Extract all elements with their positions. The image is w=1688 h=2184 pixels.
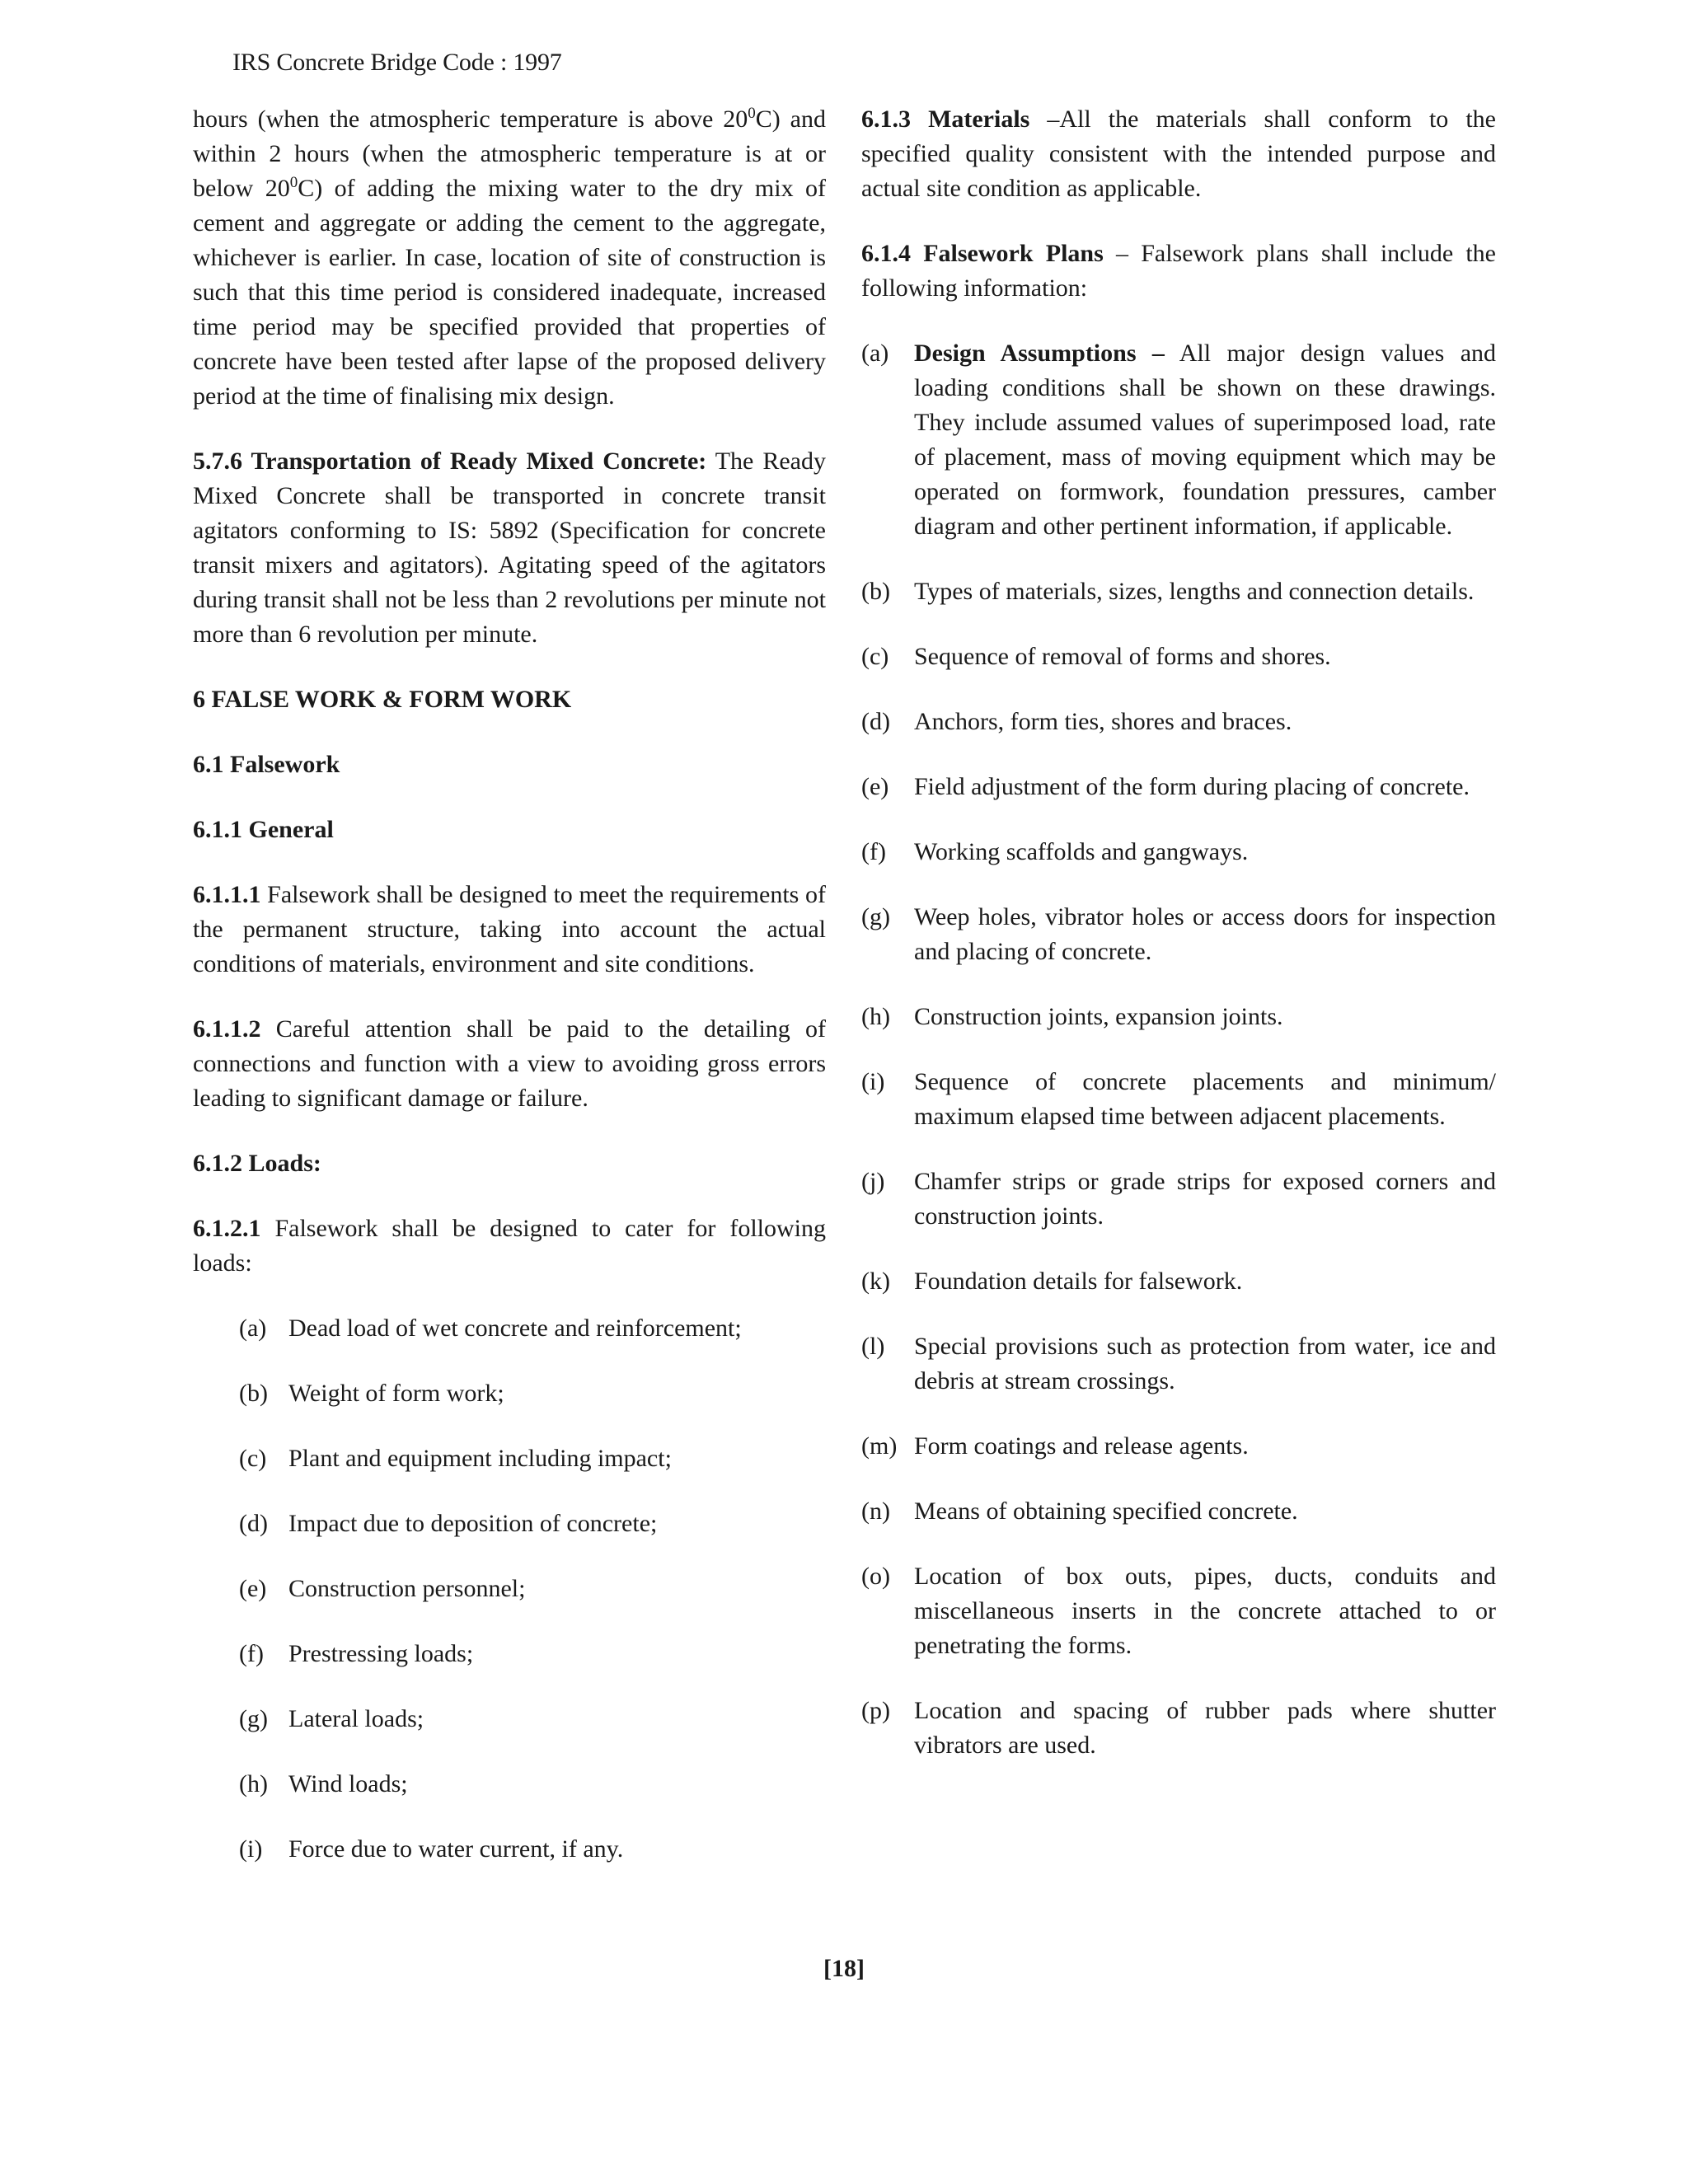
section-6-1-4	[861, 237, 1496, 306]
section-6-1-2-1-text: Falsework shall be designed to cater for following loads:	[193, 1215, 826, 1277]
plan-item-text: Sequence of concrete placements and minimum/ maximum elapsed time between adjacent placements.	[914, 1068, 1496, 1130]
load-item-text: Construction personnel;	[288, 1575, 526, 1602]
plan-item-label: (e)	[861, 773, 889, 800]
plan-item-text: Types of materials, sizes, lengths and connection details.	[914, 578, 1475, 605]
design-assumptions-heading: Design Assumptions –	[914, 340, 1165, 367]
plan-item-label: (d)	[861, 708, 890, 735]
section-6-1-3	[861, 102, 1496, 206]
load-item	[239, 1376, 826, 1411]
section-6-1-heading: 6.1 Falsework	[193, 751, 340, 778]
section-6-1-3-heading: 6.1.3 Materials	[861, 105, 1030, 133]
continued-paragraph	[193, 102, 826, 414]
plan-item	[861, 1429, 1496, 1464]
superscript-zero: 0	[289, 174, 298, 191]
plan-item	[861, 1559, 1496, 1663]
load-item	[239, 1572, 826, 1606]
load-item-label: (a)	[239, 1315, 267, 1342]
load-item	[239, 1507, 826, 1541]
plan-item-text: Weep holes, vibrator holes or access doors for inspection and placing of concrete.	[914, 903, 1496, 965]
section-6-1-1-2	[193, 1012, 826, 1116]
section-5-7-6	[193, 444, 826, 652]
plan-item-text: Working scaffolds and gangways.	[914, 838, 1249, 865]
left-column	[193, 102, 826, 1867]
load-item-text: Dead load of wet concrete and reinforcement;	[288, 1315, 742, 1342]
plan-item-label: (b)	[861, 578, 890, 605]
load-item-label: (f)	[239, 1640, 264, 1667]
load-item-label: (c)	[239, 1445, 267, 1472]
section-6-1-4-heading: 6.1.4 Falsework Plans	[861, 240, 1104, 267]
plan-item-text: Foundation details for falsework.	[914, 1268, 1243, 1295]
continued-text-part-2: C) and within 2 hours (when the atmospheric temperature is at or below 20	[193, 105, 826, 202]
design-assumptions-text: All major design values and loading conditions shall be shown on these drawings. They include assumed values of superimposed load, rate of placement, mass of moving equipment which may be operated on formwork, foundation pressures, camber diagram and other pertinent information, if applicable.	[914, 340, 1497, 540]
load-item	[239, 1767, 826, 1802]
plan-item-label: (p)	[861, 1697, 890, 1724]
section-6-heading: 6 FALSE WORK & FORM WORK	[193, 686, 572, 713]
plan-item	[861, 1264, 1496, 1299]
load-item-label: (d)	[239, 1510, 268, 1537]
section-6-1-1-1-text: Falsework shall be designed to meet the requirements of the permanent structure, taking into account the actual conditions of materials, environment and site conditions.	[193, 881, 826, 977]
plan-item-label: (g)	[861, 903, 890, 930]
section-6-1-1-2-number: 6.1.1.2	[193, 1015, 261, 1043]
plan-item-label: (o)	[861, 1563, 890, 1590]
plan-item-text: Anchors, form ties, shores and braces.	[914, 708, 1292, 735]
plan-item	[861, 1329, 1496, 1399]
section-6-1-1-2-text: Careful attention shall be paid to the detailing of connections and function with a view to avoiding gross errors leading to significant damage or failure.	[193, 1015, 826, 1112]
running-header: IRS Concrete Bridge Code : 1997	[232, 49, 562, 76]
plan-item-text: Location of box outs, pipes, ducts, conduits and miscellaneous inserts in the concrete attached to or penetrating the forms.	[914, 1563, 1496, 1659]
plan-item	[861, 1000, 1496, 1034]
load-item-text: Weight of form work;	[288, 1380, 504, 1407]
section-5-7-6-text: The Ready Mixed Concrete shall be transported in concrete transit agitators conforming to IS: 5892 (Specification for concrete transit mixers and agitators). Agitating speed of the agitators during transit shall not be less than 2 revolutions per minute not more than 6 revolution per minute.	[193, 448, 826, 648]
plan-item-label: (j)	[861, 1168, 885, 1195]
load-item-text: Lateral loads;	[288, 1705, 424, 1732]
superscript-zero: 0	[748, 105, 756, 122]
section-5-7-6-heading: 5.7.6 Transportation of Ready Mixed Concrete:	[193, 448, 707, 475]
plan-item	[861, 336, 1496, 544]
plan-item	[861, 835, 1496, 869]
load-item	[239, 1441, 826, 1476]
load-item	[239, 1311, 826, 1346]
plan-item-text: Sequence of removal of forms and shores.	[914, 643, 1331, 670]
right-column	[861, 102, 1496, 1763]
load-item-label: (b)	[239, 1380, 268, 1407]
load-item-text: Prestressing loads;	[288, 1640, 474, 1667]
section-6-1-2-heading: 6.1.2 Loads:	[193, 1150, 321, 1177]
load-item	[239, 1637, 826, 1671]
plan-item-label: (k)	[861, 1268, 890, 1295]
plan-item-label: (l)	[861, 1333, 885, 1360]
load-item-text: Force due to water current, if any.	[288, 1835, 624, 1863]
section-6-1-1-1-number: 6.1.1.1	[193, 881, 261, 908]
plan-item-text	[914, 336, 1496, 544]
plan-item-label: (f)	[861, 838, 886, 865]
load-item	[239, 1702, 826, 1736]
plan-item-text: Special provisions such as protection from water, ice and debris at stream crossings.	[914, 1333, 1496, 1394]
plan-item	[861, 705, 1496, 739]
load-item-text: Wind loads;	[288, 1770, 408, 1797]
section-6-1-2-1	[193, 1212, 826, 1281]
plan-item	[861, 640, 1496, 674]
section-6-1-1-heading: 6.1.1 General	[193, 816, 334, 843]
plan-item	[861, 770, 1496, 804]
continued-text-part-3: C) of adding the mixing water to the dry mix of cement and aggregate or adding the cement to the aggregate, whichever is earlier. In case, location of site of construction is such that this time period is considered inadequate, increased time period may be specified provided that properties of concrete have been tested after lapse of the proposed delivery period at the time of finalising mix design.	[193, 175, 826, 410]
plan-item	[861, 1165, 1496, 1234]
plan-item	[861, 574, 1496, 609]
plan-item	[861, 1065, 1496, 1134]
plan-item	[861, 900, 1496, 969]
load-item-text: Impact due to deposition of concrete;	[288, 1510, 658, 1537]
plan-item-text: Chamfer strips or grade strips for exposed corners and construction joints.	[914, 1168, 1496, 1230]
section-6-1-2-1-number: 6.1.2.1	[193, 1215, 261, 1242]
load-item-label: (h)	[239, 1770, 268, 1797]
load-item-label: (e)	[239, 1575, 267, 1602]
continued-text-part-1: hours (when the atmospheric temperature is above 20	[193, 105, 748, 133]
plan-item-text: Construction joints, expansion joints.	[914, 1003, 1283, 1030]
load-item-label: (g)	[239, 1705, 268, 1732]
plan-item-label: (a)	[861, 340, 889, 367]
plan-item-text: Location and spacing of rubber pads where shutter vibrators are used.	[914, 1697, 1496, 1759]
plan-item-text: Field adjustment of the form during placing of concrete.	[914, 773, 1470, 800]
plan-item-label: (m)	[861, 1432, 898, 1460]
plan-item	[861, 1494, 1496, 1529]
load-item	[239, 1832, 826, 1867]
plan-item-text: Means of obtaining specified concrete.	[914, 1497, 1298, 1525]
plan-item-label: (n)	[861, 1497, 890, 1525]
section-6-1-4-text: – Falsework plans shall include the following information:	[861, 240, 1496, 302]
plan-item-text: Form coatings and release agents.	[914, 1432, 1249, 1460]
load-item-label: (i)	[239, 1835, 263, 1863]
load-item-text: Plant and equipment including impact;	[288, 1445, 672, 1472]
plan-item	[861, 1694, 1496, 1763]
plan-item-label: (c)	[861, 643, 889, 670]
plan-item-label: (h)	[861, 1003, 890, 1030]
plan-item-label: (i)	[861, 1068, 885, 1095]
section-6-1-3-text: –All the materials shall conform to the specified quality consistent with the intended purpose and actual site condition as applicable.	[861, 105, 1496, 202]
section-6-1-1-1	[193, 878, 826, 982]
page-number: [18]	[823, 1955, 865, 1982]
